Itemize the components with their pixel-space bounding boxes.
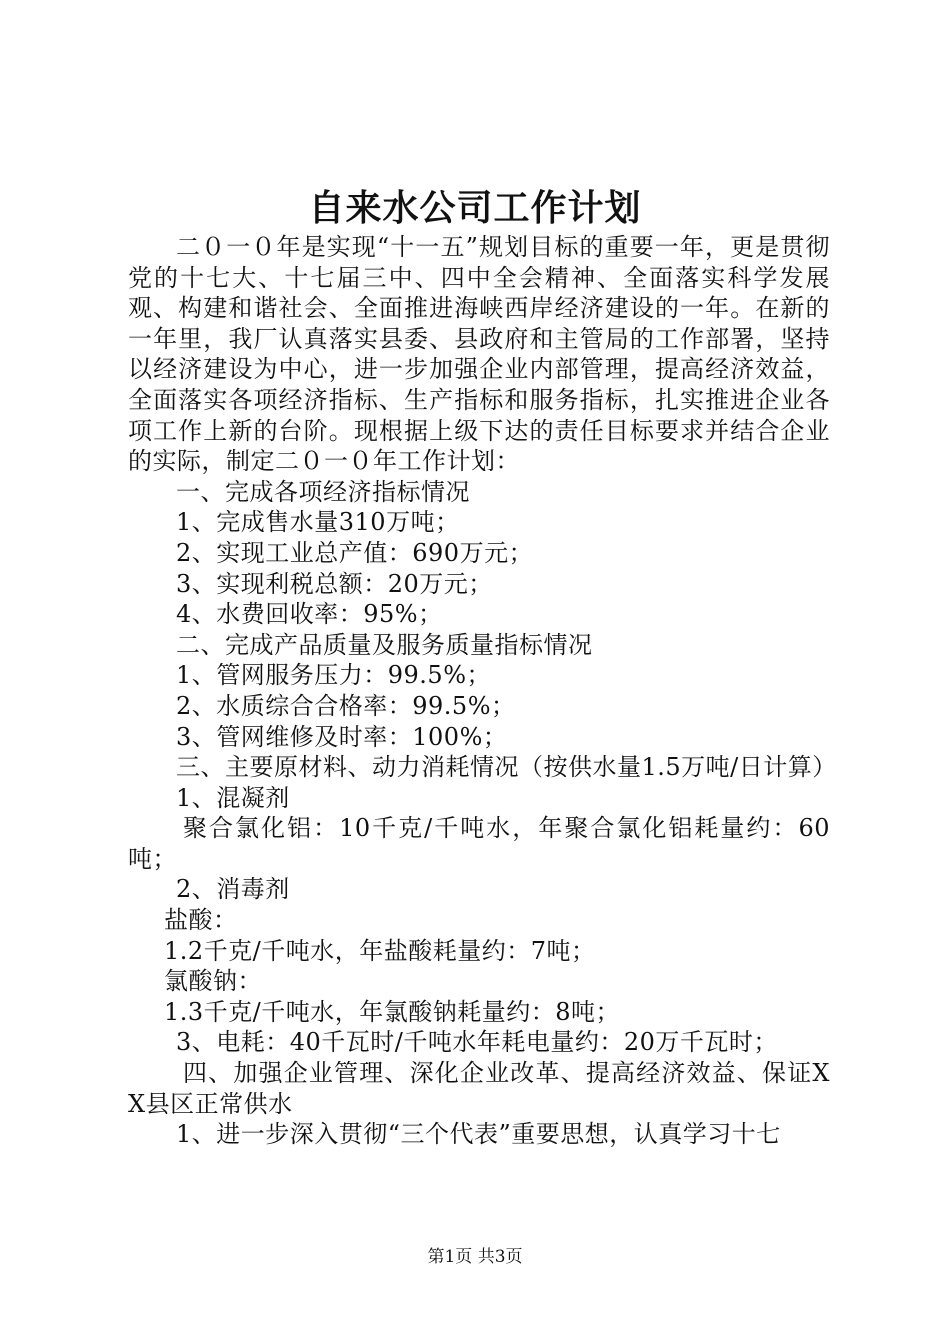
section-heading-economic: 一、完成各项经济指标情况 [176, 477, 470, 506]
section-heading-materials: 三、主要原材料、动力消耗情况（按供水量1.5万吨/日计算） [176, 753, 837, 782]
list-item: 2、实现工业总产值：690万元； [176, 538, 534, 567]
list-item: 1.2千克/千吨水，年盐酸耗量约：7吨； [164, 936, 596, 965]
section-heading-quality: 二、完成产品质量及服务质量指标情况 [176, 630, 593, 659]
list-item: 1、完成售水量310万吨； [176, 508, 460, 537]
list-item: 盐酸： [164, 906, 238, 935]
document-title: 自来水公司工作计划 [308, 187, 642, 229]
list-item: 1、进一步深入贯彻“三个代表”重要思想，认真学习十七 [176, 1120, 781, 1149]
list-item: 2、消毒剂 [176, 875, 290, 904]
page-number-footer: 第1页 共3页 [427, 1247, 523, 1267]
list-item: 3、管网维修及时率：100%； [176, 722, 508, 751]
list-item: 氯酸钠： [164, 967, 262, 996]
list-item: 3、实现利税总额：20万元； [176, 569, 493, 598]
list-item: 2、水质综合合格率：99.5%； [176, 691, 516, 720]
list-item: 3、电耗：40千瓦时/千吨水年耗电量约：20万千瓦时； [176, 1028, 778, 1057]
document-body [128, 232, 837, 1150]
list-item: 1、管网服务压力：99.5%； [176, 661, 492, 690]
list-item: 1、混凝剂 [176, 783, 290, 812]
list-item: 4、水费回收率：95%； [176, 600, 443, 629]
section-heading-management: 四、加强企业管理、深化企业改革、提高经济效益、保证XX县区正常供水 [128, 1059, 830, 1118]
list-item: 1.3千克/千吨水，年氯酸钠耗量约：8吨； [164, 997, 621, 1026]
list-item: 聚合氯化铝：10千克/千吨水，年聚合氯化铝耗量约：60吨； [128, 814, 830, 873]
intro-paragraph: 二０一０年是实现“十一五”规划目标的重要一年，更是贯彻党的十七大、十七届三中、四中全会精神、全面落实科学发展观、构建和谐社会、全面推进海峡西岸经济建设的一年。在新的一年里，我厂认真落实县委、县政府和主管局的工作部署，坚持以经济建设为中心，进一步加强企业内部管理，提高经济效益，全面落实各项经济指标、生产指标和服务指标，扎实推进企业各项工作上新的台阶。现根据上级下达的责任目标要求并结合企业的实际，制定二０一０年工作计划： [128, 233, 830, 476]
